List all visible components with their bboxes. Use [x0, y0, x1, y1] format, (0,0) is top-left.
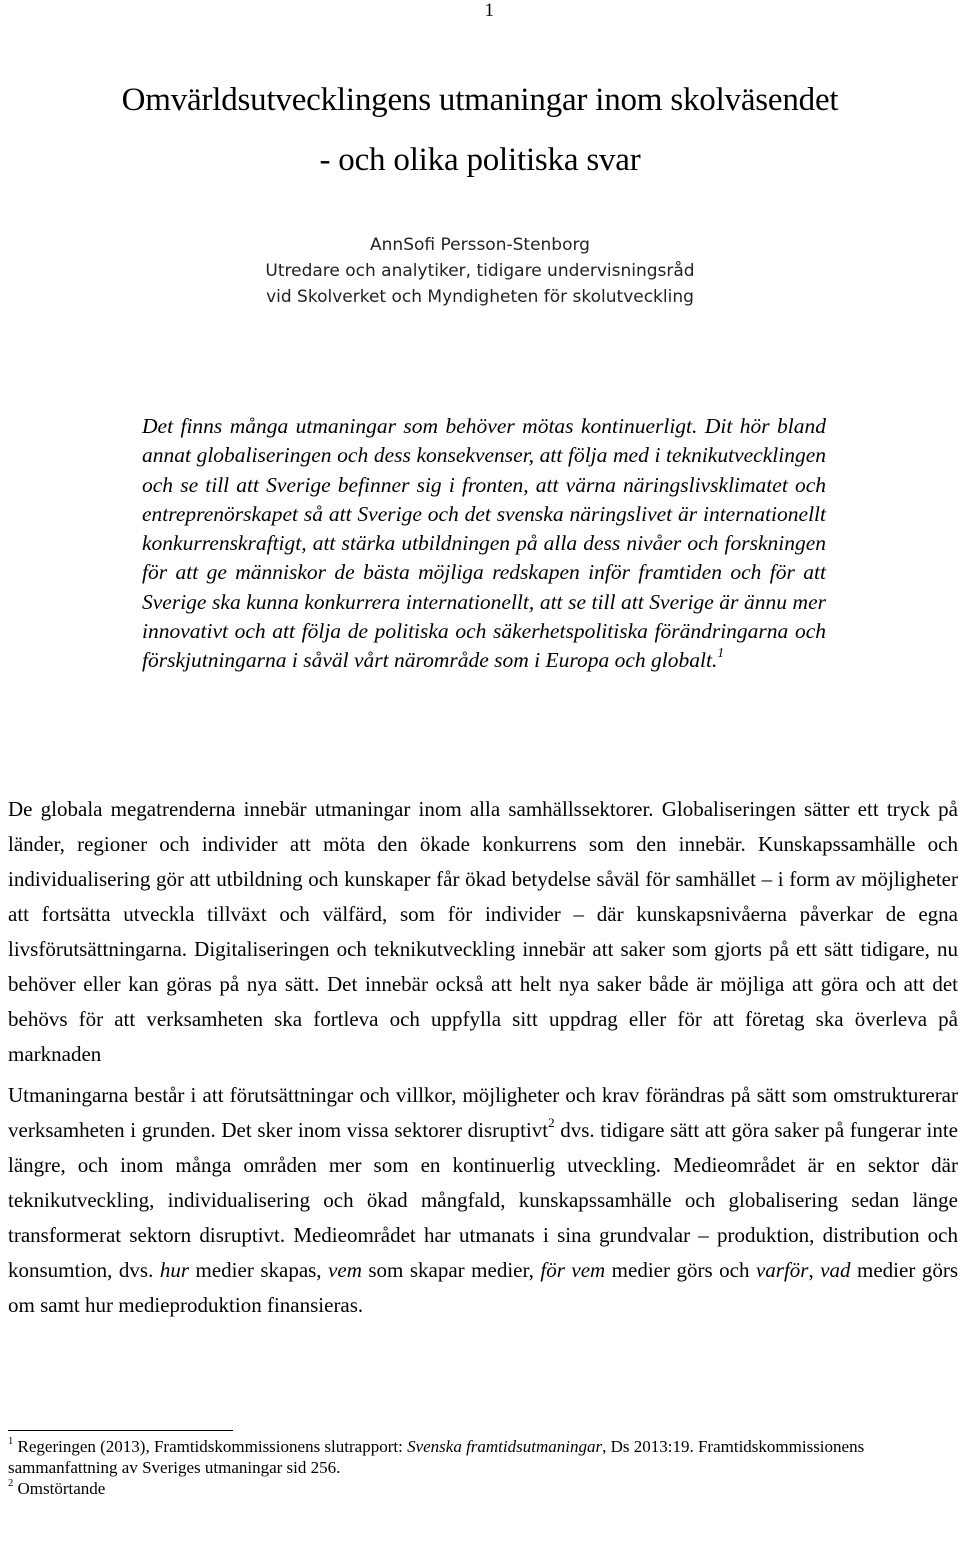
footnote-separator [8, 1430, 233, 1431]
paragraph-1: De globala megatrenderna innebär utmaningar inom alla samhällssektorer. Globaliseringen sätter ett tryck på länder, regioner och individer att möta den ökade konkurrens som den innebär. Kunskapssamhälle och individualisering gör att utbildning och kunskaper får ökad betydelse såväl för samhället – i form av möjligheter att fortsätta utveckla tillväxt och välfärd, som för individer – där kunskapsnivåerna påverkar de egna livsförutsättningarna. Digitaliseringen och teknikutveckling innebär att saker som gjorts på ett sätt tidigare, nu behöver eller kan göras på nya sätt. Det innebär också att helt nya saker både är möjliga att göra och att det behövs för att verksamheten ska fortleva och uppfylla sitt uppdrag eller för att företag ska överleva på marknaden [8, 797, 958, 1066]
body-text [8, 792, 958, 1329]
footnote-1-text: , Ds 2013:19. Framtidskommissionens sammanfattning av Sveriges utmaningar sid 256. [8, 1437, 865, 1477]
page-number: 1 [484, 0, 494, 21]
emphasis-vad: vad [820, 1258, 851, 1282]
quote-text: Det finns många utmaningar som behöver mötas kontinuerligt. Dit hör bland annat globaliseringen och dess konsekvenser, att följa med i teknikutvecklingen och se till att Sverige befinner sig i fronten, att värna näringslivsklimatet och entreprenörskapet så att Sverige och det svenska näringslivet är internationellt konkurrenskraftigt, att stärka utbildningen på alla dess nivåer och forskningen för att ge människor de bästa möjliga redskapen inför framtiden och för att Sverige ska kunna konkurrera internationellt, att se till att Sverige är ännu mer innovativt och att följa de politiska och säkerhetspolitiska förändringarna och förskjutningarna i såväl vårt närområde som i Europa och globalt. [142, 414, 826, 673]
paragraph-2-text: medier skapas, [189, 1258, 329, 1282]
block-quote [142, 412, 826, 676]
author-name: AnnSofi Persson-Stenborg [370, 235, 590, 255]
paragraph-2 [8, 1078, 958, 1323]
paragraph-2-text: medier görs och [605, 1258, 756, 1282]
author-block [0, 232, 960, 310]
paragraph-2-text: Utmaningarna består i att förutsättningar och villkor, möjligheter och krav förändras på sätt som omstrukturerar verksamheten i grunden. Det sker inom vissa sektorer disruptivt [8, 1083, 958, 1142]
title-line-1: Omvärldsutvecklingens utmaningar inom skolväsendet [121, 82, 839, 118]
author-role-line-1: Utredare och analytiker, tidigare undervisningsråd [265, 261, 695, 281]
emphasis-for-vem: för vem [540, 1258, 606, 1282]
paragraph-2-text: , [808, 1258, 821, 1282]
footnote-ref-2[interactable]: 2 [548, 1115, 555, 1131]
footnote-2 [8, 1478, 956, 1499]
paragraph-2-text: medier görs om samt hur medieproduktion finansieras. [8, 1258, 958, 1317]
emphasis-vem: vem [328, 1258, 362, 1282]
title-line-2: - och olika politiska svar [319, 142, 641, 178]
author-role-line-2: vid Skolverket och Myndigheten för skolutveckling [266, 287, 694, 307]
footnote-2-text: Omstörtande [13, 1479, 106, 1498]
document-title [0, 70, 960, 190]
footnote-1-number: 1 [8, 1435, 14, 1447]
paragraph-2-text: som skapar medier, [361, 1258, 541, 1282]
footnote-1 [8, 1436, 956, 1478]
emphasis-hur: hur [159, 1258, 190, 1282]
footnote-2-number: 2 [8, 1477, 14, 1489]
footnote-1-title: Svenska framtidsutmaningar [407, 1437, 603, 1456]
footnote-1-text: Regeringen (2013), Framtidskommissionens slutrapport: [13, 1437, 408, 1456]
emphasis-varfor: varför [755, 1258, 809, 1282]
footnotes [8, 1436, 956, 1499]
footnote-ref-1[interactable]: 1 [717, 645, 724, 661]
paragraph-2-text: dvs. tidigare sätt att göra saker på fungerar inte längre, och inom många områden mer som en kontinuerlig utveckling. Medieområdet är en sektor där teknikutveckling, individualisering och ökad mångfald, kunskapssamhälle och globalisering sedan länge transformerat sektorn disruptivt. Medieområdet har utmanats i sina grundvalar – produktion, distribution och konsumtion, dvs. [8, 1118, 958, 1282]
